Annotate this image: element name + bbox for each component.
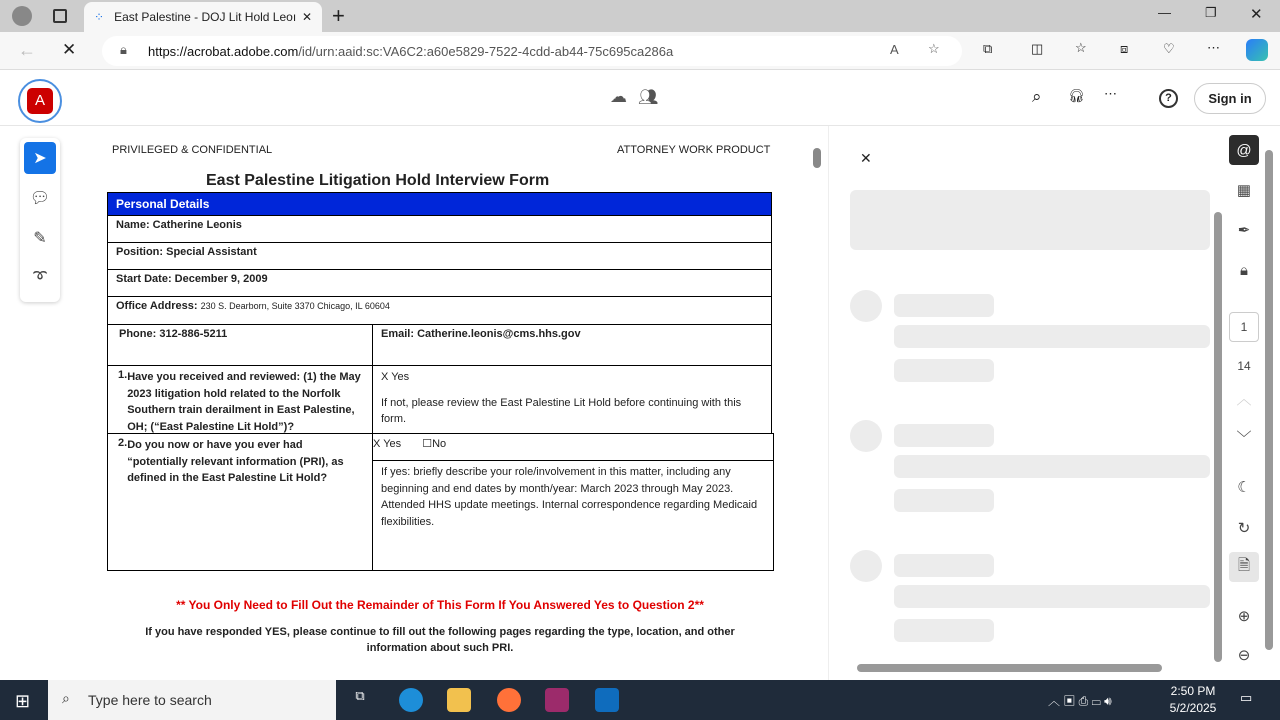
address-bar-row [0,32,1280,70]
sign-in-button[interactable]: Sign in [1194,83,1266,114]
q2-yes-no-cell [372,433,774,461]
performance-icon[interactable]: ♡ [1163,41,1175,56]
close-tab-icon[interactable]: ✕ [301,10,312,24]
loading-skeleton [894,554,994,577]
browser-tab-bar [0,0,1280,32]
protect-icon[interactable]: 🔒︎ [1240,261,1248,279]
q1-note: If not, please review the East Palestine Lit Hold before continuing with this form. [381,397,742,425]
split-screen-icon[interactable]: ◫ [1031,41,1044,56]
notifications-icon[interactable]: ▭ [1240,690,1253,705]
sign-icon[interactable]: ✒︎ [1237,222,1251,239]
panel-h-scrollbar[interactable] [857,664,1162,672]
windows-taskbar [0,680,1280,720]
dark-mode-icon[interactable]: ☾ [1237,479,1251,496]
instruction-text: If you have responded YES, please continue to fill out the following pages regarding the type, location, and other information about such PRI. [145,626,735,654]
ai-assistant-icon[interactable]: @ [1229,135,1259,165]
loading-skeleton [894,294,994,317]
comment-tool-icon[interactable]: 💬︎ [29,190,51,207]
maximize-button[interactable]: ❐ [1205,5,1217,20]
select-tool-icon[interactable]: ➤ [24,142,56,174]
loading-skeleton [850,550,882,582]
zoom-in-icon[interactable]: ⊕ [1237,608,1251,625]
form-title: East Palestine Litigation Hold Interview Form [206,172,550,189]
acrobat-logo[interactable]: A [18,79,62,123]
more-icon[interactable]: ⋯ [1207,40,1220,55]
more-options-icon[interactable]: ⋯ [1104,86,1117,101]
loading-skeleton [894,489,994,512]
loading-skeleton [894,359,994,382]
loading-skeleton [894,619,994,642]
notice-text: ** You Only Need to Fill Out the Remainder of This Form If You Answered Yes to Question 2** [176,598,704,612]
copilot-icon[interactable] [1246,39,1268,61]
minimize-button[interactable]: — [1158,5,1171,20]
file-explorer-icon[interactable] [447,688,471,712]
loading-skeleton [850,190,1210,250]
search-placeholder: Type here to search [88,692,212,708]
field-phone: Phone: 312-886-5211 [107,324,373,366]
clock-time: 2:50 PM [1170,684,1216,698]
q1-answer-cell [372,365,772,434]
winrar-icon[interactable] [545,688,569,712]
new-tab-button[interactable]: + [332,3,345,28]
edge-icon[interactable] [399,688,423,712]
cloud-icon[interactable]: ☁︎ [610,87,627,106]
loading-skeleton [894,455,1210,478]
acrobat-app [0,70,1280,680]
field-office-address [107,296,772,325]
favorites-icon[interactable]: ☆ [1075,40,1087,55]
task-view-icon[interactable]: ⧉ [355,688,365,703]
loading-skeleton [894,325,1210,348]
q2-number: 2. [118,437,128,449]
close-window-button[interactable]: ✕ [1250,6,1263,23]
outlook-icon[interactable] [595,688,619,712]
fit-page-icon[interactable]: 🗎 [1229,552,1259,582]
stop-loading-button[interactable]: ✕ [62,40,77,59]
close-panel-icon[interactable]: ✕ [860,150,872,166]
side-panel [828,126,1226,680]
acrobat-header [0,70,1280,126]
q2-text: Do you now or have you ever had “potentially relevant information (PRI), as defined in the East Palestine Lit Hold? [127,439,344,484]
url-path: /id/urn:aaid:sc:VA6C2:a60e5829-7522-4cdd-ab44-75c695ca286a [298,43,674,59]
pdf-page [70,126,828,680]
q2-yes: X Yes [373,438,402,450]
back-button[interactable]: ← [18,40,36,60]
question-2 [107,433,373,571]
right-scrollbar[interactable] [1265,150,1273,650]
share-people-icon[interactable]: 👥︎ [638,89,659,106]
search-icon: ⌕ [62,690,70,706]
header-privileged: PRIVILEGED & CONFIDENTIAL [112,144,273,156]
loading-skeleton [850,290,882,322]
tab-active[interactable] [84,2,322,32]
field-position: Position: Special Assistant [107,242,772,270]
firefox-icon[interactable] [497,688,521,712]
lock-icon: 🔒︎ [120,42,127,57]
loading-skeleton [894,585,1210,608]
panel-scrollbar[interactable] [1214,212,1222,662]
favorite-icon[interactable]: ☆ [928,41,940,56]
tab-title: East Palestine - DOJ Lit Hold Leoı [114,10,297,24]
office-label: Office Address: [116,300,198,312]
read-aloud-icon[interactable]: A [890,42,899,57]
collections-icon[interactable]: ⧈ [1120,41,1129,56]
q1-number: 1. [118,369,128,381]
system-tray[interactable]: ︿ ▣ ⎙ ▭ 🔊︎ [1048,694,1112,708]
url-input[interactable] [102,36,962,66]
q1-text: Have you received and reviewed: (1) the May 2023 litigation hold related to the Norfolk Southern train derailment in East Palestine, OH; (“East Palestine Lit Hold”)? [127,371,361,433]
rotate-icon[interactable]: ↻ [1237,520,1251,537]
help-icon[interactable]: ? [1159,89,1178,108]
headphones-icon[interactable]: 🎧︎ [1068,88,1085,103]
q2-answer: If yes: briefly describe your role/involvement in this matter, including any beginning and end dates by month/year: March 2023 through May 2023. Attended HHS update meetings. Internal correspondence regarding Medicaid flexibilities. [372,460,774,571]
field-name: Name: Catherine Leonis [107,215,772,243]
page-total: 14 [1237,359,1251,373]
field-email: Email: Catherine.leonis@cms.hhs.gov [372,324,772,366]
clock[interactable] [1168,684,1218,715]
q1-answer: X Yes [381,371,410,383]
loading-skeleton [894,424,994,447]
zoom-out-icon[interactable]: ⊖ [1237,647,1251,664]
section-personal-details: Personal Details [107,192,772,216]
clock-date: 5/2/2025 [1169,701,1217,715]
office-value: 230 S. Dearborn, Suite 3370 Chicago, IL 60604 [200,301,390,311]
quick-tools [20,138,60,302]
extensions-icon[interactable]: ⧉ [983,41,993,56]
pdf-scrollbar[interactable] [813,148,821,168]
thumbnails-icon[interactable]: ▦ [1236,182,1252,199]
draw-tool-icon[interactable]: ✎ [33,230,47,247]
header-work-product: ATTORNEY WORK PRODUCT [617,144,771,156]
next-page-icon[interactable]: ﹀ [1236,429,1252,447]
question-1 [107,365,373,434]
q2-no: ☐No [422,438,447,450]
profile-icon[interactable] [12,6,32,26]
taskbar-search[interactable] [48,680,336,720]
tab-actions-icon[interactable] [53,9,67,23]
url-host: https://acrobat.adobe.com [148,43,299,59]
field-start-date: Start Date: December 9, 2009 [107,269,772,297]
lasso-tool-icon[interactable]: ➰︎ [33,269,47,286]
search-icon[interactable]: ⌕ [1032,87,1042,106]
loading-skeleton [850,420,882,452]
page-number-input[interactable]: 1 [1229,312,1259,342]
start-button[interactable]: ⊞ [15,691,31,711]
loading-icon: ⁘ [94,10,105,24]
prev-page-icon[interactable]: ︿ [1236,390,1252,408]
